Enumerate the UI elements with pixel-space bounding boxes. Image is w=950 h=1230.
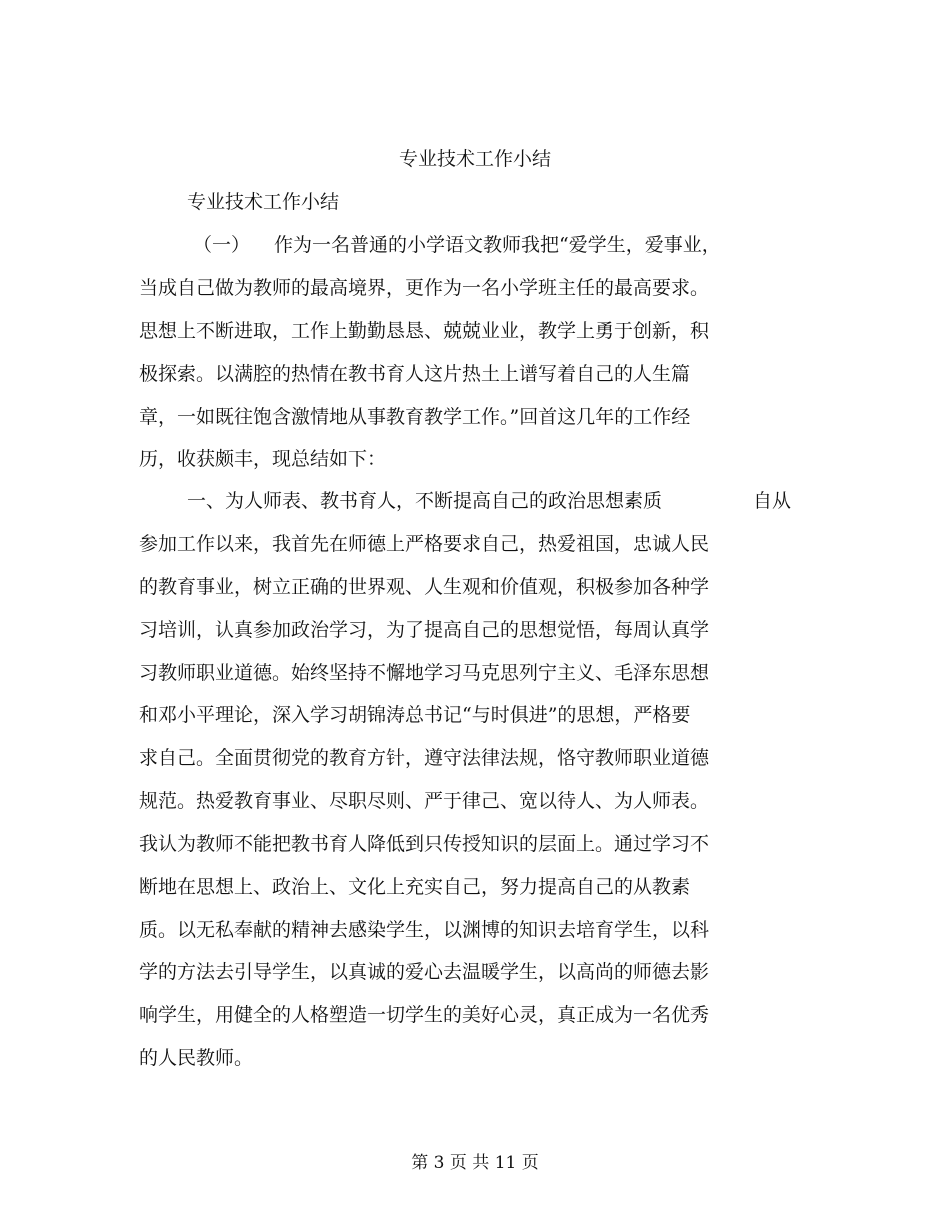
section-1-line: 学的方法去引导学生，以真诚的爱心去温暖学生，以高尚的师德去影 xyxy=(139,961,710,983)
document-title: 专业技术工作小结 xyxy=(398,148,551,170)
document-subtitle: 专业技术工作小结 xyxy=(187,191,340,213)
section-1-line: 和邓小平理论，深入学习胡锦涛总书记“与时俱进”的思想，严格要 xyxy=(139,704,691,726)
intro-line: 当成自己做为教师的最高境界，更作为一名小学班主任的最高要求。 xyxy=(139,277,710,299)
intro-line: 历，收获颇丰，现总结如下： xyxy=(139,448,387,470)
section-1-line: 参加工作以来，我首先在师德上严格要求自己，热爱祖国，忠诚人民 xyxy=(139,533,710,555)
page-footer: 第 3 页 共 11 页 xyxy=(411,1153,539,1173)
section-1-line: 响学生，用健全的人格塑造一切学生的美好心灵，真正成为一名优秀 xyxy=(139,1004,710,1026)
intro-line: 思想上不断进取，工作上勤勤恳恳、兢兢业业，教学上勇于创新，积 xyxy=(139,320,710,342)
intro-marker: （一） xyxy=(193,234,251,256)
intro-line: 极探索。以满腔的热情在教书育人这片热土上谱写着自己的人生篇 xyxy=(139,363,691,385)
section-1-line: 习教师职业道德。始终坚持不懈地学习马克思列宁主义、毛泽东思想 xyxy=(139,662,710,684)
section-1-line: 习培训，认真参加政治学习，为了提高自己的思想觉悟，每周认真学 xyxy=(139,619,710,641)
section-1-line: 的人民教师。 xyxy=(139,1047,254,1069)
section-1-line: 的教育事业，树立正确的世界观、人生观和价值观，积极参加各种学 xyxy=(139,576,710,598)
section-1-line: 质。以无私奉献的精神去感染学生，以渊博的知识去培育学生，以科 xyxy=(139,919,710,941)
section-1-heading: 一、为人师表、教书育人，不断提高自己的政治思想素质 xyxy=(187,490,663,512)
section-1-line: 规范。热爱教育事业、尽职尽则、严于律己、宽以待人、为人师表。 xyxy=(139,790,710,812)
intro-line: 章，一如既往饱含激情地从事教育教学工作。”回首这几年的工作经 xyxy=(139,406,691,428)
section-1-heading-tail: 自从 xyxy=(753,490,792,512)
section-1-line: 我认为教师不能把教书育人降低到只传授知识的层面上。通过学习不 xyxy=(139,833,710,855)
intro-first-line: 作为一名普通的小学语文教师我把“爱学生，爱事业， xyxy=(274,234,721,256)
section-1-line: 求自己。全面贯彻党的教育方针，遵守法律法规，恪守教师职业道德 xyxy=(139,747,710,769)
section-1-line: 断地在思想上、政治上、文化上充实自己，努力提高自己的从教素 xyxy=(139,876,691,898)
